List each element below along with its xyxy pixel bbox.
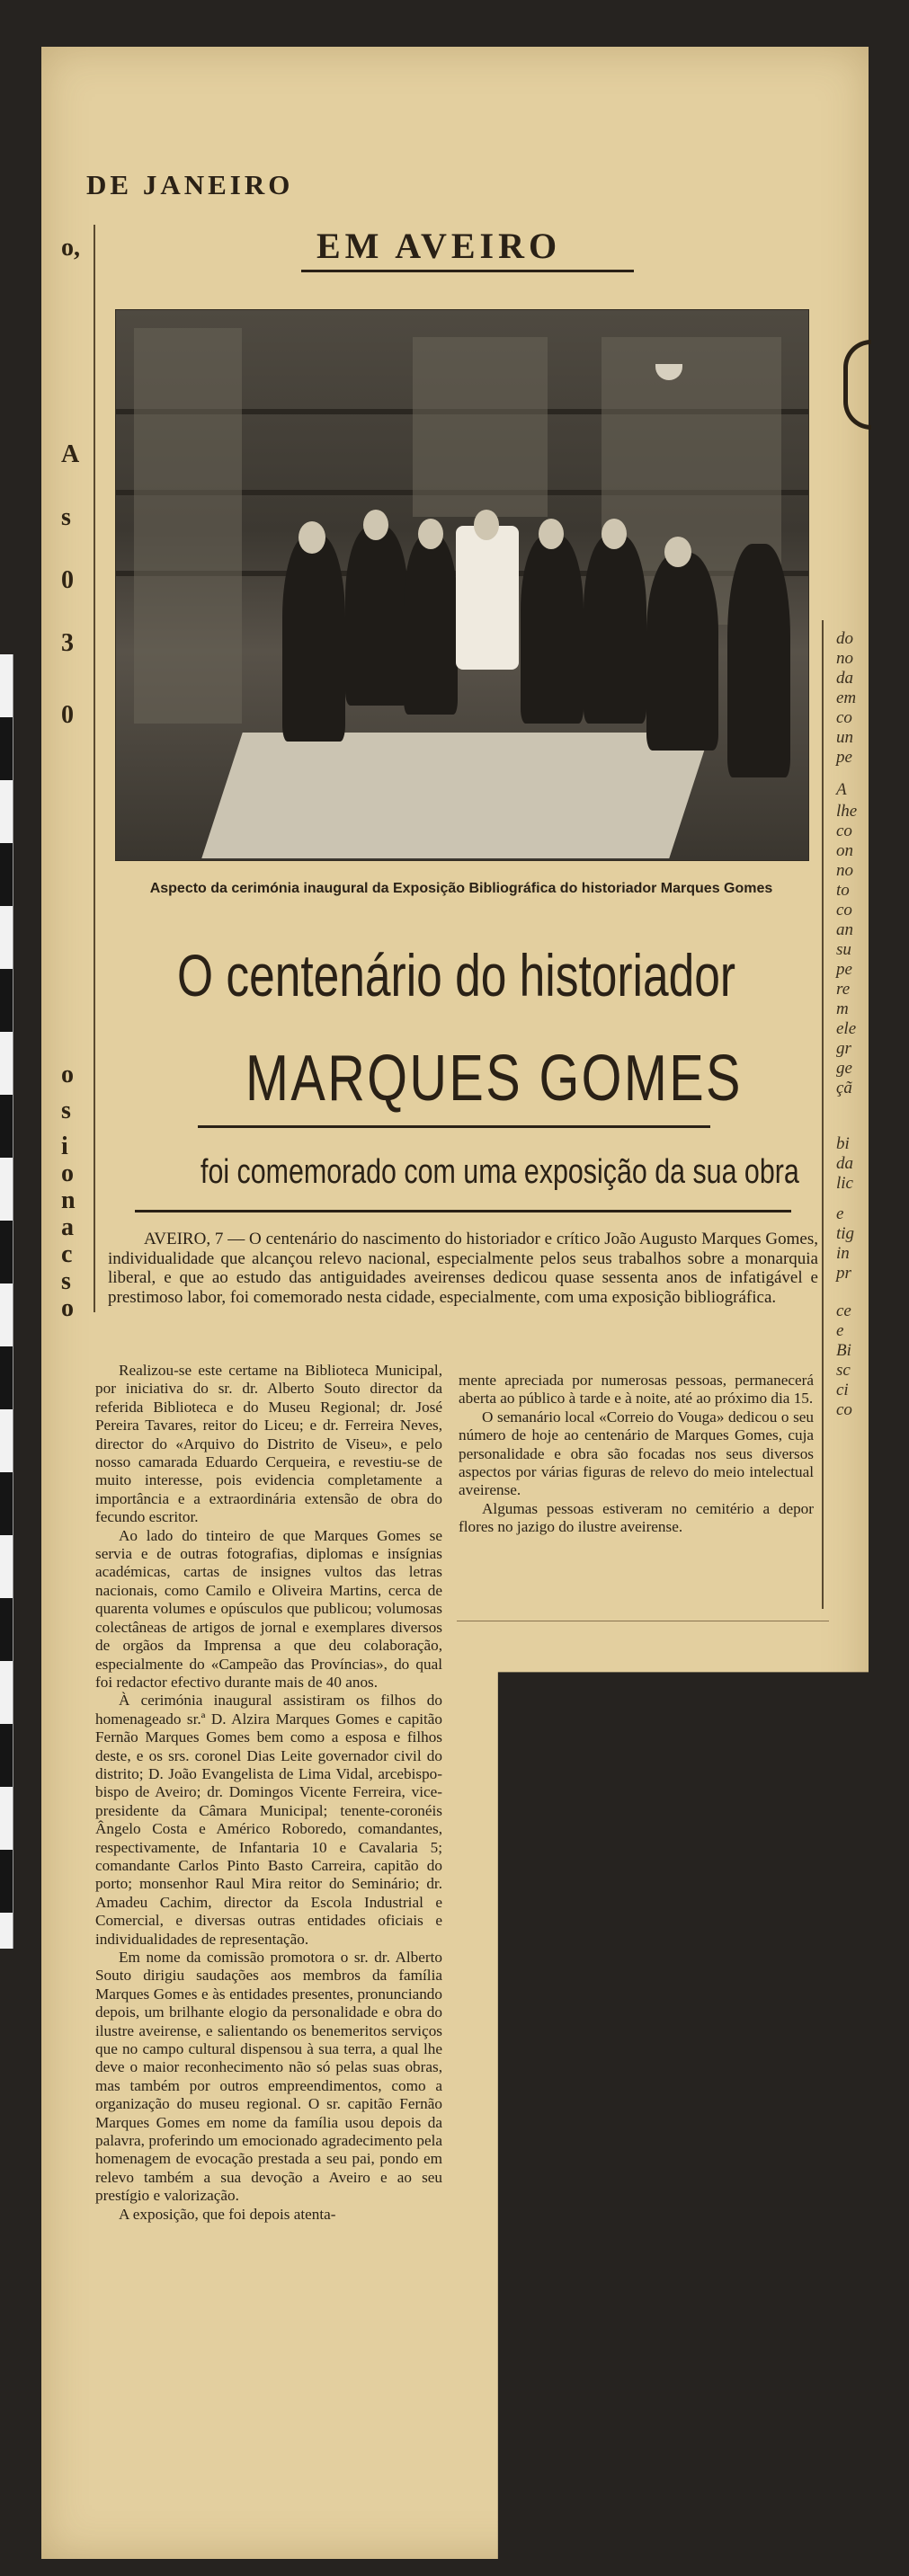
fragment: co bbox=[836, 822, 852, 840]
fragment: 3 bbox=[61, 629, 74, 657]
fragment: co bbox=[836, 1400, 852, 1419]
section-title: EM AVEIRO bbox=[316, 226, 562, 266]
fragment: re bbox=[836, 980, 851, 999]
kicker-date: DE JANEIRO bbox=[86, 169, 294, 200]
fragment: s bbox=[61, 503, 71, 531]
paragraph: Algumas pessoas estiveram no cemitério a depor flores no jazigo do ilustre aveirense. bbox=[459, 1499, 814, 1536]
fragment: ge bbox=[836, 1059, 852, 1078]
torn-headline-fragment bbox=[843, 340, 871, 430]
fragment: 0 bbox=[61, 701, 74, 729]
ceremony-photo bbox=[115, 309, 809, 861]
photo-caption: Aspecto da cerimónia inaugural da Exposição Bibliográfica do historiador Marques Gomes bbox=[149, 881, 773, 896]
fragment: gr bbox=[836, 1039, 851, 1058]
paragraph: Realizou-se este certame na Biblioteca Municipal, por iniciativa do sr. dr. Alberto Souto director da referida Biblioteca e do Museu Regional; dr. José Pereira Tavares, reitor do Liceu; e dr. Ferreira Neves, director do «Arquivo do Distrito de Viseu», e pelo nosso camarada Eduardo Cerqueira, e revestiu-se de muito interesse, pois evidencia completamente a importância e a extraordinária extensão de obra do fecundo escritor. bbox=[95, 1362, 442, 1526]
fragment: no bbox=[836, 861, 853, 880]
fragment: no bbox=[836, 649, 853, 668]
fragment: n bbox=[61, 1186, 76, 1214]
fragment: on bbox=[836, 841, 853, 860]
headline-rule bbox=[198, 1125, 710, 1128]
fragment: pr bbox=[836, 1264, 851, 1283]
subheadline: foi comemorado com uma exposição da sua obra bbox=[201, 1153, 799, 1191]
fragment: A bbox=[61, 440, 80, 468]
fragment: em bbox=[836, 688, 857, 707]
headline-line-2: MARQUES GOMES bbox=[245, 1043, 743, 1115]
headline-line-1: O centenário do historiador bbox=[177, 942, 735, 1008]
fragment: o, bbox=[61, 234, 80, 262]
fragment: s bbox=[61, 1267, 71, 1295]
paragraph: A exposição, que foi depois atenta- bbox=[119, 2205, 336, 2223]
paragraph: Em nome da comissão promotora o sr. dr. Alberto Souto dirigiu saudações aos membros da família Marques Gomes e às entidades presentes, pronunciando depois, um brilhante elogio da personalidade e obra do ilustre aveirense, e salientando os benemeritos serviços que no campo cultural dispensou à sua terra, a qual lhe deve o maior reconhecimento não só pelas suas obras, mas também por outros empreendimentos, como a organização do museu regional. O sr. capitão Fernão Marques Gomes em nome da família usou depois da palavra, proferindo um emocionado agradecimento pela homenagem de evocação prestada a seu pai, pondo em relevo também a sua devoção a Aveiro e ao seu prestígio e valorização. bbox=[95, 1949, 442, 2205]
fragment: sc bbox=[836, 1361, 851, 1380]
paragraph: Ao lado do tinteiro de que Marques Gomes se servia e de outras fotografias, diplomas e insígnias académicas, cartas de insignes vultos das letras nacionais, como Camilo e Oliveira Martins, cerca de quarenta volumes e opúsculos que publicou; volumosas colectâneas de artigos de jornal e exemplares diversos de orgãos da Imprensa a que deu colaboração, especialmente do «Campeão das Províncias», do qual foi redactor efectivo durante mais de 40 anos. bbox=[95, 1526, 442, 1691]
fragment: pe bbox=[836, 960, 852, 979]
fragment: e bbox=[836, 1321, 844, 1340]
fragment: in bbox=[836, 1244, 850, 1263]
fragment: do bbox=[836, 629, 853, 648]
fragment: i bbox=[61, 1133, 68, 1160]
paragraph: À cerimónia inaugural assistiram os filhos do homenageado sr.ª D. Alzira Marques Gomes e capitão Fernão Marques Gomes bem como a esposa e filhos deste, e os srs. coronel Dias Leite governador civil do distrito; D. João Evangelista de Lima Vidal, arcebispo-bispo de Aveiro; dr. Domingos Vicente Ferreira, vice-presidente da Câmara Municipal; tenente-coronéis Ângelo Costa e Américo Roboredo, comandantes, respectivamente, de Infantaria 10 e Cavalaria 5; comandante Carlos Pinto Basto Carreira, capitão do porto; monsenhor Raul Mira reitor do Seminário; dr. Amadeu Cachim, director da Escola Industrial e Comercial, e diversas outras entidades oficiais e individualidades de representação. bbox=[95, 1692, 442, 1948]
paragraph: mente apreciada por numerosas pessoas, permanecerá aberta ao público à tarde e à noite, até ao próximo dia 15. bbox=[459, 1372, 814, 1408]
fragment: c bbox=[61, 1240, 73, 1268]
fragment: o bbox=[61, 1294, 74, 1322]
fragment: co bbox=[836, 708, 852, 727]
fragment: A bbox=[836, 780, 847, 799]
fragment: ce bbox=[836, 1301, 851, 1320]
fragment: a bbox=[61, 1213, 74, 1241]
column-rule bbox=[94, 225, 95, 1312]
fragment: lhe bbox=[836, 802, 858, 821]
lead-paragraph: AVEIRO, 7 — O centenário do nascimento do historiador e crítico João Augusto Marques Gomes, individualidade que alcançou relevo nacional, especialmente pelos seus trabalhos sobre a monarquia liberal, e que ao estudo das antiguidades aveirenses dedicou quase sessenta anos de infatigável e prestimoso labor, foi comemorado nesta cidade, especialmente, com uma exposição bibliográfica. bbox=[108, 1230, 818, 1307]
fragment: un bbox=[836, 728, 853, 747]
fragment: tig bbox=[836, 1224, 855, 1243]
column-rule bbox=[822, 620, 824, 1609]
fragment: ele bbox=[836, 1019, 857, 1038]
fragment: ci bbox=[836, 1381, 849, 1399]
fragment: 0 bbox=[61, 566, 74, 594]
fragment: Bi bbox=[836, 1341, 851, 1360]
section-rule bbox=[301, 270, 634, 272]
fragment: da bbox=[836, 1154, 853, 1173]
left-torn-column-fragments bbox=[45, 234, 92, 1322]
fragment: pe bbox=[836, 748, 852, 767]
paragraph: O semanário local «Correio do Vouga» dedicou o seu número de hoje ao centenário de Marques Gomes, cuja personalidade e obra são focadas nos seus diversos aspectos por várias figuras de relevo do meio intelectual aveirense. bbox=[459, 1408, 814, 1499]
article-column-1 bbox=[95, 1362, 442, 2224]
fragment: s bbox=[61, 1097, 71, 1124]
subheadline-rule bbox=[135, 1210, 791, 1212]
fragment: da bbox=[836, 669, 853, 688]
article-column-2 bbox=[459, 1372, 814, 1537]
fragment: bi bbox=[836, 1134, 850, 1153]
fragment: an bbox=[836, 920, 853, 939]
right-torn-column-fragments bbox=[825, 629, 867, 1618]
fragment: lic bbox=[836, 1174, 853, 1193]
fragment: o bbox=[61, 1159, 74, 1187]
fragment: o bbox=[61, 1061, 74, 1088]
fragment: to bbox=[836, 881, 850, 900]
fragment: e bbox=[836, 1204, 844, 1223]
fragment: m bbox=[836, 999, 849, 1018]
fragment: co bbox=[836, 901, 852, 919]
measurement-scale bbox=[0, 654, 13, 1949]
fragment: çã bbox=[836, 1079, 852, 1097]
fragment: su bbox=[836, 940, 851, 959]
